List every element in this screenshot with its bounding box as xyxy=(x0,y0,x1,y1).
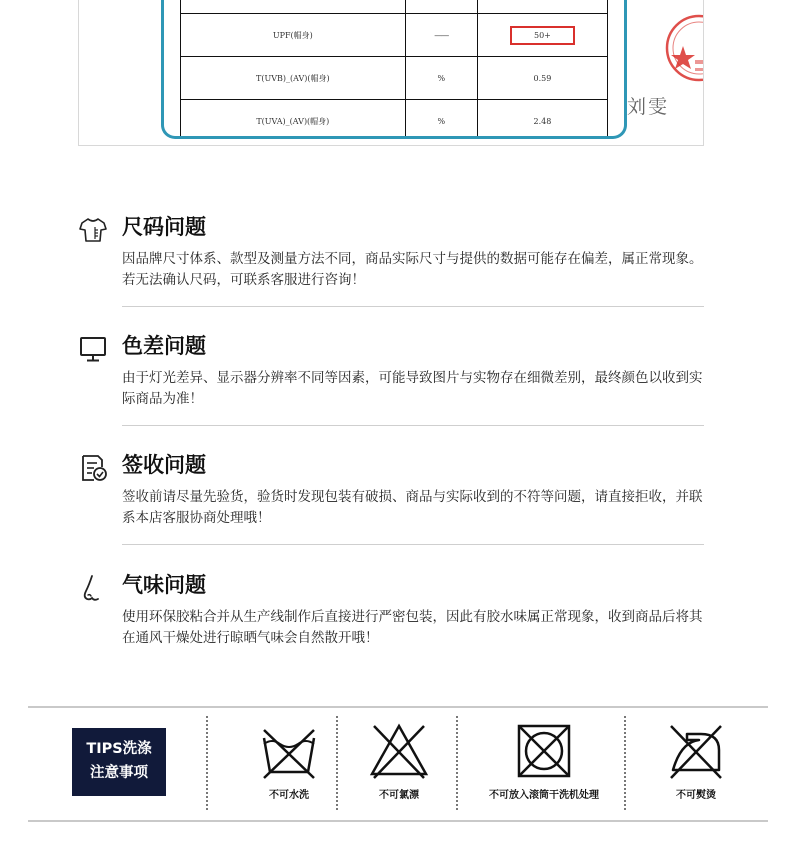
care-label: 不可氯漂 xyxy=(379,790,419,801)
divider xyxy=(122,306,704,307)
row-unit: —— xyxy=(405,14,477,57)
red-seal-stamp xyxy=(629,8,704,98)
report-table xyxy=(180,0,608,139)
divider xyxy=(122,544,704,545)
checklist-icon xyxy=(78,453,108,483)
notice-body: 因品牌尺寸体系、款型及测量方法不同，商品实际尺寸与提供的数据可能存在偏差，属正常现象。若无法确认尺码，可联系客服进行咨询！ xyxy=(122,251,703,288)
no-iron-icon xyxy=(663,720,729,782)
tips-badge: TIPS洗涤 注意事项 xyxy=(72,728,166,796)
divider xyxy=(122,425,704,426)
notice-body: 由于灯光差异、显示器分辨率不同等因素，可能导致图片与实物存在细微差别，最终颜色以收到实际商品为准！ xyxy=(122,370,703,407)
row-value: 0.59 xyxy=(477,57,607,100)
dotted-separator xyxy=(624,716,626,810)
highlighted-value: 50+ xyxy=(510,26,575,45)
row-value: 2.48 xyxy=(477,100,607,140)
notice-body: 签收前请尽量先验货，验货时发现包装有破损、商品与实际收到的不符等问题，请直接拒收，并联系本店客服协商处理哦！ xyxy=(122,489,703,526)
notice-body: 使用环保胶粘合并从生产线制作后直接进行严密包装，因此有胶水味属正常现象，收到商品后将其在通风干燥处进行晾晒气味会自然散开哦！ xyxy=(122,609,703,646)
monitor-icon xyxy=(78,334,108,364)
no-bleach-icon xyxy=(366,720,432,782)
divider xyxy=(28,820,768,822)
no-tumble-dry-icon xyxy=(511,720,577,782)
care-item-no-bleach xyxy=(344,720,454,801)
care-label: 不可放入滚筒干洗机处理 xyxy=(489,790,599,801)
row-item: UPF(帽身) xyxy=(181,14,406,57)
no-wash-icon xyxy=(256,720,322,782)
row-item: T(UVB)_(AV)(帽身) xyxy=(181,57,406,100)
table-row xyxy=(181,57,608,100)
signature: 刘雯 xyxy=(627,96,670,118)
report-frame xyxy=(161,0,627,139)
care-item-no-tumble-dry xyxy=(464,720,624,801)
tshirt-icon xyxy=(78,215,108,245)
row-unit: % xyxy=(405,57,477,100)
table-row xyxy=(181,100,608,140)
test-report-image xyxy=(78,0,704,146)
care-item-no-iron xyxy=(648,720,744,801)
divider xyxy=(28,706,768,708)
row-unit: % xyxy=(405,100,477,140)
care-instructions xyxy=(28,706,768,824)
table-row xyxy=(181,0,608,14)
notice-title: 气味问题 xyxy=(122,573,206,597)
dotted-separator xyxy=(336,716,338,810)
care-label: 不可熨烫 xyxy=(676,790,716,801)
care-label: 不可水洗 xyxy=(269,790,309,801)
row-item: T(UVA)_(AV)(帽身) xyxy=(181,100,406,140)
nose-icon xyxy=(78,573,108,603)
notice-title: 色差问题 xyxy=(122,334,206,358)
dotted-separator xyxy=(206,716,208,810)
table-row xyxy=(181,14,608,57)
dotted-separator xyxy=(456,716,458,810)
notice-title: 签收问题 xyxy=(122,453,206,477)
notice-title: 尺码问题 xyxy=(122,215,206,239)
care-item-no-wash xyxy=(234,720,344,801)
